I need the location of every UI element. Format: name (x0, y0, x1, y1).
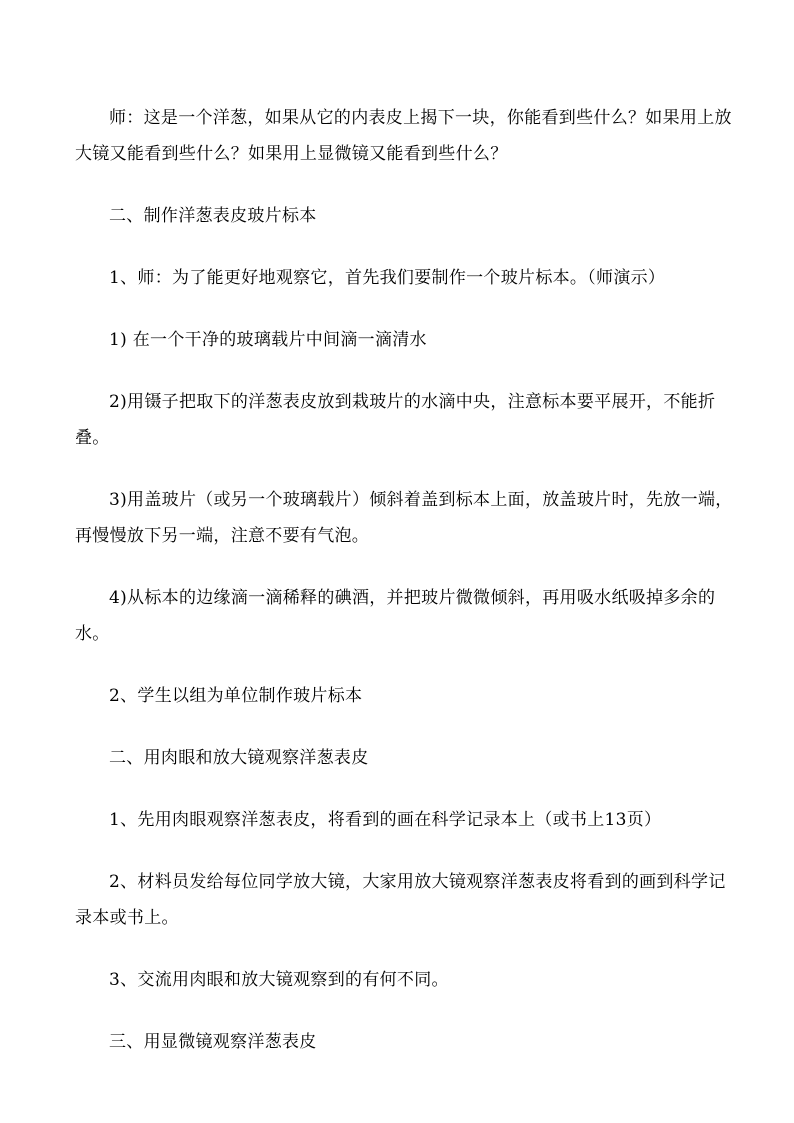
paragraph-step-1: 1、师：为了能更好地观察它，首先我们要制作一个玻片标本。（师演示） (109, 268, 666, 288)
paragraph-observe-step-2: 2、材料员发给每位同学放大镜，大家用放大镜观察洋葱表皮将看到的画到科学记录本或书上。 (75, 872, 726, 928)
document-body (75, 100, 735, 1086)
paragraph-teacher-question: 师：这是一个洋葱，如果从它的内表皮上揭下一块，你能看到些什么？如果用上放大镜又能看到些什么？如果用上显微镜又能看到些什么？ (75, 108, 732, 164)
paragraph-substep-4: 4)从标本的边缘滴一滴稀释的碘酒，并把玻片微微倾斜，再用吸水纸吸掉多余的水。 (75, 588, 716, 644)
paragraph-observe-step-1: 1、先用肉眼观察洋葱表皮，将看到的画在科学记录本上（或书上13页） (109, 810, 662, 830)
heading-observe-eye-magnifier: 二、用肉眼和放大镜观察洋葱表皮 (109, 748, 369, 768)
paragraph-step-2: 2、学生以组为单位制作玻片标本 (109, 686, 363, 706)
paragraph-substep-3: 3)用盖玻片（或另一个玻璃载片）倾斜着盖到标本上面，放盖玻片时，先放一端，再慢慢放下另一端，注意不要有气泡。 (75, 490, 733, 546)
heading-observe-microscope: 三、用显微镜观察洋葱表皮 (109, 1032, 317, 1052)
paragraph-observe-step-3: 3、交流用肉眼和放大镜观察到的有何不同。 (109, 970, 449, 990)
heading-make-slide: 二、制作洋葱表皮玻片标本 (109, 206, 317, 226)
paragraph-substep-1: 1) 在一个干净的玻璃载片中间滴一滴清水 (109, 330, 427, 350)
paragraph-substep-2: 2)用镊子把取下的洋葱表皮放到栽玻片的水滴中央，注意标本要平展开，不能折叠。 (75, 392, 716, 448)
